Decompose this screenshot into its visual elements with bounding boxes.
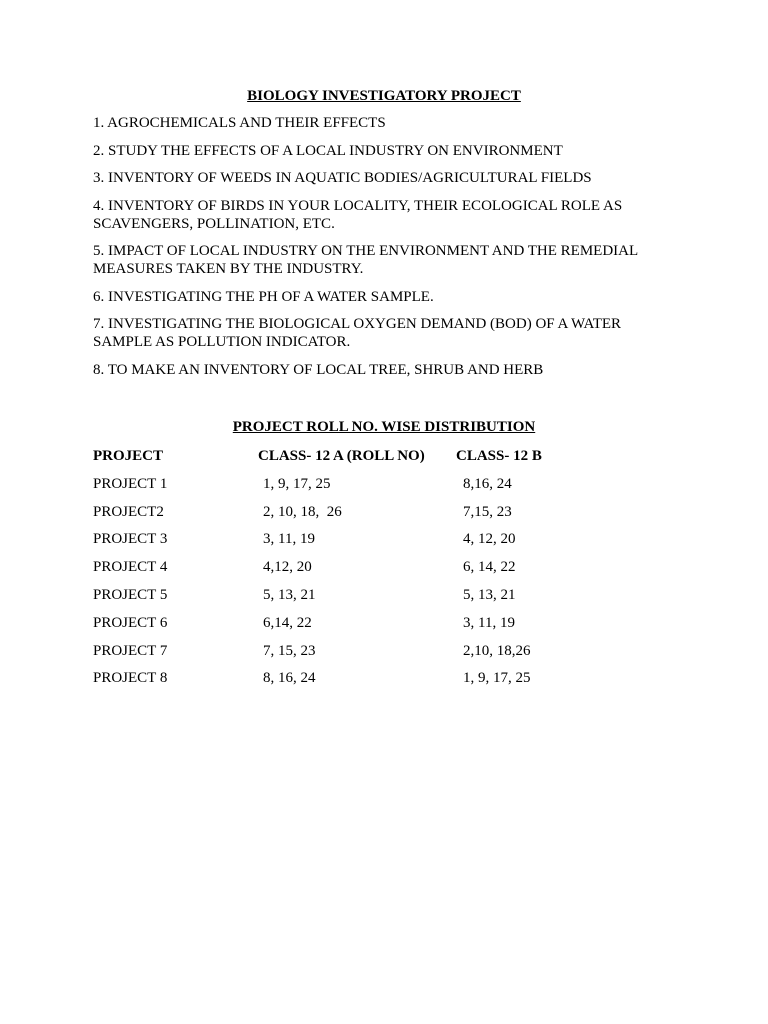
cell-project: PROJECT 1 [93,475,168,492]
cell-class-12b: 1, 9, 17, 25 [463,670,531,687]
cell-project: PROJECT 4 [93,559,168,576]
cell-class-12a: 5, 13, 21 [263,586,316,603]
project-list-item: 3. INVENTORY OF WEEDS IN AQUATIC BODIES/AGRICULTURAL FIELDS [93,170,592,186]
cell-project: PROJECT 6 [93,614,168,631]
cell-class-12a: 7, 15, 23 [263,642,316,659]
project-list-item: 7. INVESTIGATING THE BIOLOGICAL OXYGEN DEMAND (BOD) OF A WATER SAMPLE AS POLLUTION INDICATOR. [93,316,622,350]
cell-project: PROJECT2 [93,503,164,520]
header-class-12a: CLASS- 12 A (ROLL NO) [258,448,425,464]
cell-class-12a: 1, 9, 17, 25 [263,475,331,492]
project-list-item: 2. STUDY THE EFFECTS OF A LOCAL INDUSTRY ON ENVIRONMENT [93,142,563,159]
cell-class-12a: 4,12, 20 [263,559,312,576]
cell-class-12b: 7,15, 23 [463,503,512,520]
project-list-item: 4. INVENTORY OF BIRDS IN YOUR LOCALITY, THEIR ECOLOGICAL ROLE AS SCAVENGERS, POLLINATION, ETC. [93,197,623,232]
cell-class-12b: 6, 14, 22 [463,559,516,576]
cell-class-12b: 8,16, 24 [463,475,512,492]
cell-class-12b: 2,10, 18,26 [463,642,531,659]
page-title: BIOLOGY INVESTIGATORY PROJECT [247,88,521,104]
cell-class-12a: 2, 10, 18, 26 [263,503,342,520]
cell-class-12a: 8, 16, 24 [263,670,316,687]
header-class-12b: CLASS- 12 B [456,448,542,464]
project-list-item: 8. TO MAKE AN INVENTORY OF LOCAL TREE, SHRUB AND HERB [93,361,544,378]
cell-project: PROJECT 8 [93,670,168,687]
project-list-item: 1. AGROCHEMICALS AND THEIR EFFECTS [93,115,386,131]
cell-class-12b: 4, 12, 20 [463,531,516,548]
cell-project: PROJECT 7 [93,642,168,659]
cell-class-12a: 6,14, 22 [263,614,312,631]
cell-class-12b: 3, 11, 19 [463,614,515,631]
header-project: PROJECT [93,448,164,464]
cell-project: PROJECT 3 [93,531,168,548]
cell-class-12a: 3, 11, 19 [263,531,315,548]
project-list [93,114,683,388]
cell-class-12b: 5, 13, 21 [463,586,516,603]
project-list-item: 6. INVESTIGATING THE PH OF A WATER SAMPLE. [93,288,434,305]
distribution-title: PROJECT ROLL NO. WISE DISTRIBUTION [232,419,536,435]
cell-project: PROJECT 5 [93,586,168,603]
project-list-item: 5. IMPACT OF LOCAL INDUSTRY ON THE ENVIRONMENT AND THE REMEDIAL MEASURES TAKEN BY THE INDUSTRY. [93,243,638,277]
